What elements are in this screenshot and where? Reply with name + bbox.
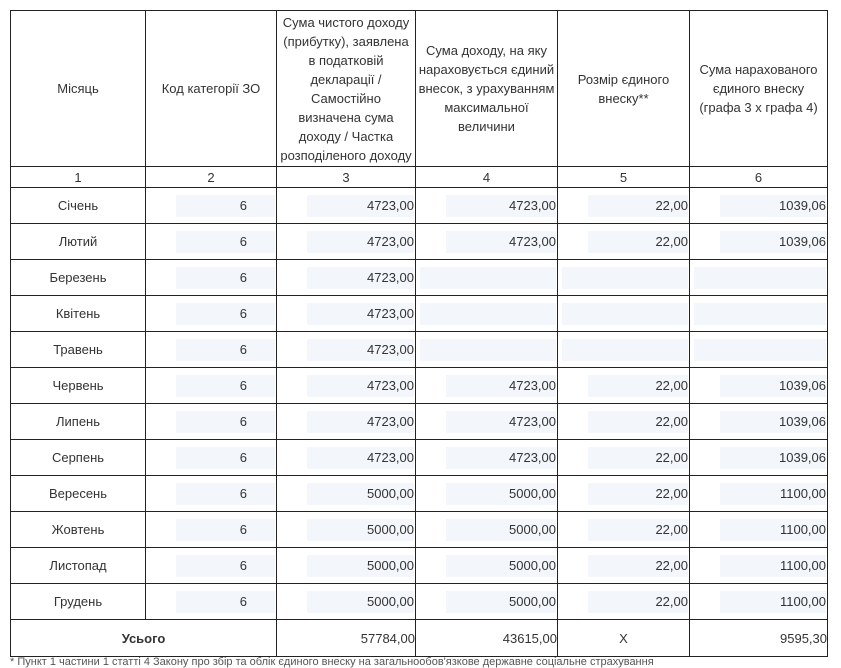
contribution-base-cell-value [420,267,556,289]
month-cell: Жовтень [11,512,146,548]
contribution-base-cell [416,188,558,224]
category-code-cell [146,440,277,476]
header-contribution-rate: Розмір єдиного внеску** [558,11,690,167]
category-code-cell [146,332,277,368]
contribution-amount-cell-value: 1100,00 [720,519,826,541]
income-cell-value: 5000,00 [307,555,414,577]
income-cell-value: 4723,00 [307,231,414,253]
contribution-amount-cell [690,260,828,296]
income-cell [277,368,416,404]
category-code-cell-value: 6 [176,519,275,541]
column-number: 1 [11,167,146,188]
contribution-amount-cell-value [694,267,826,289]
contribution-rate-cell [558,584,690,620]
table-row [11,296,828,332]
income-cell-value: 5000,00 [307,483,414,505]
income-cell [277,296,416,332]
contribution-rate-cell [558,188,690,224]
category-code-cell [146,224,277,260]
contribution-rate-cell-value: 22,00 [588,375,688,397]
contribution-base-cell [416,512,558,548]
category-code-cell [146,188,277,224]
header-row [11,11,828,167]
category-code-cell [146,584,277,620]
contribution-rate-cell [558,404,690,440]
category-code-cell-value: 6 [176,447,275,469]
month-cell: Серпень [11,440,146,476]
contribution-amount-cell-value: 1039,06 [720,411,826,433]
contribution-rate-cell [558,332,690,368]
column-number: 5 [558,167,690,188]
contribution-base-cell-value: 5000,00 [446,555,556,577]
income-cell [277,548,416,584]
contribution-rate-cell [558,440,690,476]
table-row [11,332,828,368]
header-net-income: Сума чистого доходу (прибутку), заявлена в податковій декларації / Самостійно визначена сума доходу / Частка розподіленого доходу [277,11,416,167]
income-cell-value: 5000,00 [307,519,414,541]
contribution-amount-cell [690,512,828,548]
category-code-cell-value: 6 [176,483,275,505]
income-cell [277,440,416,476]
contribution-rate-cell-value: 22,00 [588,519,688,541]
income-cell-value: 5000,00 [307,591,414,613]
table-row [11,224,828,260]
contribution-amount-cell-value: 1100,00 [720,555,826,577]
category-code-cell-value: 6 [176,195,275,217]
header-month: Місяць [11,11,146,167]
income-cell-value: 4723,00 [307,303,414,325]
table-row [11,188,828,224]
contribution-amount-cell-value: 1039,06 [720,195,826,217]
month-cell: Лютий [11,224,146,260]
contribution-amount-cell-value [694,303,826,325]
contribution-amount-cell [690,404,828,440]
income-cell-value: 4723,00 [307,267,414,289]
table-row [11,404,828,440]
contribution-rate-cell [558,512,690,548]
contribution-amount-cell [690,296,828,332]
table-row [11,368,828,404]
category-code-cell [146,476,277,512]
contribution-rate-cell [558,548,690,584]
contribution-base-cell [416,440,558,476]
total-income: 57784,00 [277,620,416,657]
contribution-amount-cell-value [694,339,826,361]
category-code-cell [146,548,277,584]
category-code-cell [146,368,277,404]
month-cell: Травень [11,332,146,368]
income-cell [277,584,416,620]
income-cell [277,512,416,548]
contribution-base-cell-value: 4723,00 [446,195,556,217]
month-cell: Червень [11,368,146,404]
contribution-amount-cell [690,476,828,512]
table-row [11,440,828,476]
contribution-base-cell [416,404,558,440]
contribution-rate-cell-value: 22,00 [588,555,688,577]
contribution-amount-cell [690,188,828,224]
contribution-amount-cell-value: 1039,06 [720,375,826,397]
contribution-base-cell [416,332,558,368]
contribution-rate-cell [558,368,690,404]
contribution-rate-cell-value [562,303,688,325]
contribution-base-cell-value: 4723,00 [446,411,556,433]
income-cell [277,332,416,368]
contribution-base-cell-value [420,339,556,361]
month-cell: Квітень [11,296,146,332]
contribution-amount-cell [690,368,828,404]
contribution-rate-cell [558,476,690,512]
contribution-amount-cell [690,440,828,476]
total-base: 43615,00 [416,620,558,657]
table-row [11,548,828,584]
total-contribution: 9595,30 [690,620,828,657]
contribution-rate-cell [558,296,690,332]
income-cell [277,476,416,512]
contribution-rate-cell-value: 22,00 [588,231,688,253]
month-cell: Листопад [11,548,146,584]
contribution-base-cell [416,260,558,296]
income-cell [277,224,416,260]
table-row [11,476,828,512]
table-row [11,584,828,620]
month-cell: Січень [11,188,146,224]
contribution-rate-cell-value [562,267,688,289]
contribution-base-cell-value: 5000,00 [446,519,556,541]
month-cell: Березень [11,260,146,296]
table-row [11,260,828,296]
contribution-base-cell-value: 5000,00 [446,591,556,613]
category-code-cell-value: 6 [176,303,275,325]
category-code-cell-value: 6 [176,411,275,433]
contribution-amount-cell-value: 1100,00 [720,483,826,505]
contribution-amount-cell [690,224,828,260]
contribution-amount-cell-value: 1039,06 [720,447,826,469]
contribution-amount-cell-value: 1039,06 [720,231,826,253]
total-row [11,620,828,657]
contribution-base-cell [416,224,558,260]
category-code-cell-value: 6 [176,591,275,613]
column-number: 2 [146,167,277,188]
header-contribution-amount: Сума нарахованого єдиного внеску (графа 3 х графа 4) [690,11,828,167]
contribution-table [10,10,828,657]
contribution-rate-cell-value: 22,00 [588,411,688,433]
contribution-base-cell-value [420,303,556,325]
month-cell: Липень [11,404,146,440]
income-cell [277,404,416,440]
contribution-base-cell [416,476,558,512]
footnote: * Пункт 1 частини 1 статті 4 Закону про збір та облік єдиного внеску на загальнообов'язкове державне соціальне страхування [10,656,654,668]
contribution-base-cell-value: 5000,00 [446,483,556,505]
contribution-rate-cell-value: 22,00 [588,195,688,217]
total-rate: Х [558,620,690,657]
category-code-cell [146,512,277,548]
contribution-base-cell [416,548,558,584]
income-cell [277,260,416,296]
contribution-rate-cell-value [562,339,688,361]
income-cell-value: 4723,00 [307,339,414,361]
column-number: 3 [277,167,416,188]
contribution-amount-cell [690,584,828,620]
month-cell: Грудень [11,584,146,620]
contribution-base-cell [416,296,558,332]
contribution-amount-cell [690,548,828,584]
contribution-rate-cell [558,224,690,260]
category-code-cell-value: 6 [176,267,275,289]
header-category-code: Код категорії ЗО [146,11,277,167]
income-cell-value: 4723,00 [307,411,414,433]
total-label: Усього [11,620,277,657]
month-cell: Вересень [11,476,146,512]
contribution-base-cell [416,584,558,620]
category-code-cell-value: 6 [176,231,275,253]
contribution-amount-cell-value: 1100,00 [720,591,826,613]
contribution-base-cell-value: 4723,00 [446,447,556,469]
column-number: 4 [416,167,558,188]
contribution-rate-cell-value: 22,00 [588,483,688,505]
income-cell-value: 4723,00 [307,447,414,469]
table-body [11,188,828,620]
category-code-cell-value: 6 [176,375,275,397]
column-number: 6 [690,167,828,188]
contribution-amount-cell [690,332,828,368]
contribution-base-cell-value: 4723,00 [446,231,556,253]
income-cell-value: 4723,00 [307,375,414,397]
category-code-cell [146,296,277,332]
contribution-base-cell-value: 4723,00 [446,375,556,397]
column-number-row [11,167,828,188]
header-contribution-base: Сума доходу, на яку нараховується єдиний внесок, з урахуванням максимальної величини [416,11,558,167]
contribution-rate-cell-value: 22,00 [588,447,688,469]
contribution-rate-cell [558,260,690,296]
income-cell-value: 4723,00 [307,195,414,217]
income-cell [277,188,416,224]
category-code-cell-value: 6 [176,339,275,361]
category-code-cell [146,260,277,296]
contribution-rate-cell-value: 22,00 [588,591,688,613]
category-code-cell-value: 6 [176,555,275,577]
table-row [11,512,828,548]
category-code-cell [146,404,277,440]
contribution-base-cell [416,368,558,404]
